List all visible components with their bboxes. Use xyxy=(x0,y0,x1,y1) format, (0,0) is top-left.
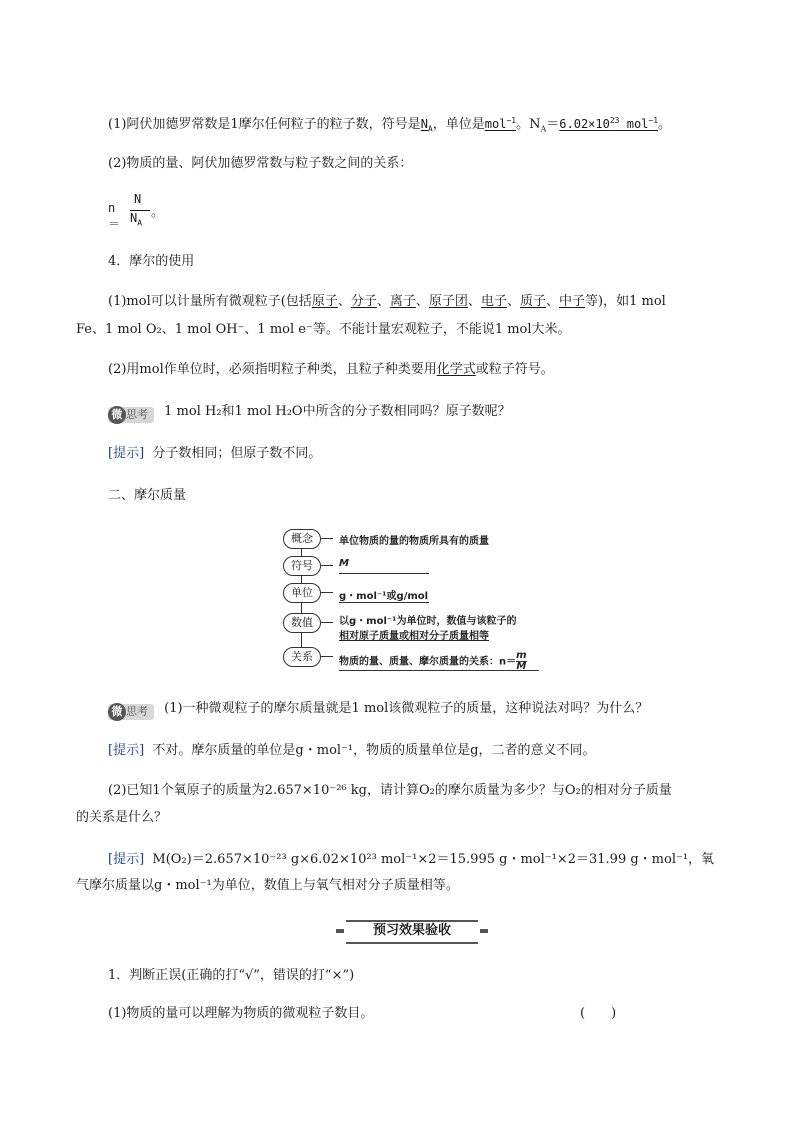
text: 。N xyxy=(516,117,541,132)
hint-answer-3 xyxy=(108,850,714,870)
text: 、 xyxy=(415,294,429,309)
text: 、 xyxy=(467,294,481,309)
think-icon: 微 xyxy=(108,406,126,424)
hint-label: [提示] xyxy=(108,852,145,867)
text: N xyxy=(134,192,142,206)
node-value: 数值 xyxy=(283,613,321,633)
exercise-1-title: 1．判断正误(正确的打“√”，错误的打“×”) xyxy=(108,968,355,983)
text: M xyxy=(516,661,527,672)
think-badge xyxy=(108,704,154,720)
paragraph-avogadro xyxy=(108,114,671,135)
think-icon: 微 xyxy=(108,703,126,721)
text: (2)用mol作单位时，必须指明粒子种类，且粒子种类要用 xyxy=(108,362,437,377)
text: −1 xyxy=(648,116,659,125)
connector xyxy=(321,538,333,539)
text: mol xyxy=(484,117,507,131)
map-text-symbol: M xyxy=(339,558,349,569)
paragraph-relation: (2)物质的量、阿伏加德罗常数与粒子数之间的关系： xyxy=(108,156,413,171)
answer-parentheses[interactable]: ( ) xyxy=(580,1006,617,1021)
question-3-line1: (2)已知1个氧原子的质量为2.657×10⁻²⁶ kg，请计算O₂的摩尔质量为多少？与O₂的相对分子质量 xyxy=(108,783,672,798)
exercise-1-item-1: (1)物质的量可以理解为物质的微观粒子数目。 xyxy=(108,1006,374,1021)
text: N xyxy=(130,211,138,225)
text: 或粒子符号。 xyxy=(475,362,554,377)
hint-label: [提示] xyxy=(108,743,145,758)
unit-value xyxy=(485,117,516,131)
hint-answer-2 xyxy=(108,741,595,761)
think-question-1 xyxy=(108,402,511,423)
text: 1 mol H₂和1 mol H₂O中所含的分子数相同吗？原子数呢？ xyxy=(164,404,511,419)
paragraph-mol-usage-1-cont: Fe、1 mol O₂、1 mol OH⁻、1 mol e⁻等。不能计量宏观粒子，不能说1 mol大米。 xyxy=(76,322,571,337)
hint-label: [提示] xyxy=(108,446,145,461)
paragraph-mol-usage-1 xyxy=(108,292,666,312)
text: (1)一种微观粒子的摩尔质量就是1 mol该微观粒子的质量，这种说法对吗？为什么？ xyxy=(164,701,649,716)
connector xyxy=(321,656,333,657)
text: 等)，如1 mol xyxy=(585,294,666,309)
map-text-unit: g・mol⁻¹或g/mol xyxy=(339,591,429,602)
text: A xyxy=(427,124,433,134)
text: m xyxy=(516,650,527,661)
underlined-term: 电子 xyxy=(480,294,507,309)
connector xyxy=(321,565,333,566)
hint-answer-1 xyxy=(108,444,321,464)
text: n＝ xyxy=(108,201,121,231)
concept-map-molar-mass xyxy=(283,527,553,677)
underlined-term: 原子 xyxy=(311,294,338,309)
underlined-term: 化学式 xyxy=(436,362,476,377)
text: N xyxy=(420,117,428,131)
node-concept: 概念 xyxy=(283,529,321,549)
paragraph-mol-usage-2 xyxy=(108,360,554,380)
node-symbol: 符号 xyxy=(283,556,321,576)
text: (1)阿伏加德罗常数是1摩尔任何粒子的粒子数，符号是 xyxy=(108,117,421,132)
text: 分子数相同；但原子数不同。 xyxy=(152,446,322,461)
text: 6.02×10 xyxy=(559,117,610,131)
connector xyxy=(321,622,333,623)
underlined-term: 分子 xyxy=(350,294,377,309)
text: (1)mol可以计量所有微观粒子(包括 xyxy=(108,294,312,309)
think-question-2 xyxy=(108,699,648,720)
text: 思考 xyxy=(126,705,148,718)
connector xyxy=(321,592,333,593)
text: ，单位是 xyxy=(432,117,485,132)
text: 。 xyxy=(151,205,165,220)
node-relation: 关系 xyxy=(283,647,321,667)
map-underline xyxy=(339,573,429,574)
formula-denominator xyxy=(130,211,143,228)
question-3-line2: 的关系是什么？ xyxy=(76,810,168,825)
text: 不对。摩尔质量的单位是g・mol⁻¹，物质的质量单位是g，二者的意义不同。 xyxy=(152,743,596,758)
text: −1 xyxy=(506,116,517,125)
map-text-value: 以g・mol⁻¹为单位时，数值与该粒子的 xyxy=(339,616,517,627)
map-underline xyxy=(339,602,429,603)
text: A xyxy=(137,218,143,228)
hint-answer-3-cont: 气摩尔质量以g・mol⁻¹为单位，数值上与氧气相对分子质量相等。 xyxy=(76,878,459,893)
map-text-concept: 单位物质的量的物质所具有的质量 xyxy=(339,536,489,547)
underlined-term: 中子 xyxy=(559,294,586,309)
text: M(O₂)＝2.657×10⁻²³ g×6.02×10²³ mol⁻¹×2＝15.995 g・mol⁻¹×2＝31.99 g・mol⁻¹，氧 xyxy=(152,852,715,867)
node-unit: 单位 xyxy=(283,583,321,603)
underlined-term: 离子 xyxy=(389,294,416,309)
text: 物质的量、质量、摩尔质量的关系：n＝ xyxy=(339,656,517,668)
section-heading-molar-mass: 二、摩尔质量 xyxy=(108,488,187,503)
text: mol xyxy=(619,117,649,131)
text: 、 xyxy=(337,294,351,309)
symbol-na xyxy=(420,117,433,134)
text: 、 xyxy=(506,294,520,309)
text: ＝ xyxy=(546,117,560,132)
text: A xyxy=(540,124,547,134)
text: 、 xyxy=(545,294,559,309)
map-text-relation xyxy=(339,651,527,672)
heading-4: 4．摩尔的使用 xyxy=(108,254,195,269)
section-banner: 预习效果验收 xyxy=(346,920,478,944)
map-underline xyxy=(339,670,539,671)
text: 思考 xyxy=(126,408,148,421)
text: 、 xyxy=(376,294,390,309)
think-badge xyxy=(108,407,154,423)
na-value xyxy=(559,117,658,131)
text: 。 xyxy=(658,117,672,132)
text: 23 xyxy=(609,116,620,125)
underlined-term: 原子团 xyxy=(428,294,468,309)
map-text-value-2: 相对原子质量或相对分子质量相等 xyxy=(339,631,489,642)
underlined-term: 质子 xyxy=(519,294,546,309)
relation-fraction xyxy=(516,651,526,672)
